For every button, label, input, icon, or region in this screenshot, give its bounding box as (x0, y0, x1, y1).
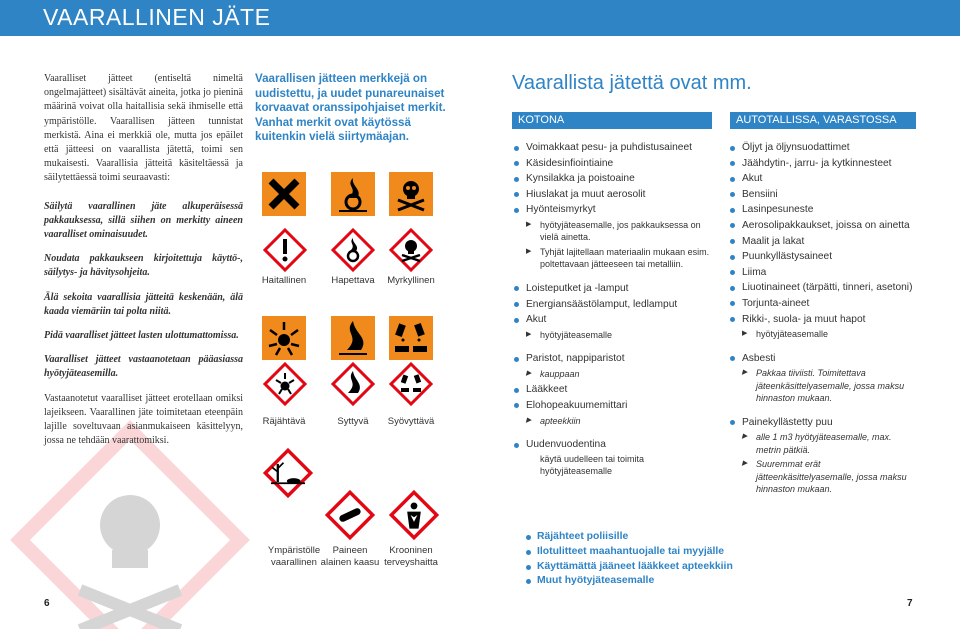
list-item: Voimakkaat pesu- ja puhdistusaineet (512, 140, 717, 156)
list-item: Liima (728, 265, 918, 281)
rule-5: Vaaralliset jätteet vastaanotetaan pääasiassa hyötyjäteasemilla. (44, 354, 243, 380)
rules-block (44, 200, 243, 382)
list-item: Puunkyllästysaineet (728, 249, 918, 265)
list-item: Ilotulitteet maahantuojalle tai myyjälle (525, 545, 733, 560)
page-number-right: 7 (907, 598, 913, 609)
home-list (512, 140, 717, 478)
list-item: ▶ Tyhjät lajitellaan materiaalin mukaan esim. poltettavaan jätteeseen tai metalliin. (512, 246, 717, 271)
list-item: ▶ kauppaan (512, 368, 717, 381)
list-item: ▶ hyötyjäteasemalle (728, 328, 918, 341)
list-item: Torjunta-aineet (728, 296, 918, 312)
explosive-orange-icon (262, 316, 306, 360)
page-title: VAARALLINEN JÄTE (43, 4, 271, 30)
list-item: Rikki-, suola- ja muut hapot (728, 312, 918, 328)
list-item: Käyttämättä jääneet lääkkeet apteekkiin (525, 560, 733, 575)
list-item: ▶ alle 1 m3 hyötyjäteasemalle, max. metrin pätkiä. (728, 431, 918, 456)
list-item: Akut (512, 312, 717, 328)
corrosion-diamond-icon (389, 362, 433, 406)
rule-3: Älä sekoita vaarallisia jätteitä keskenään, älä kaada viemäriin tai polta niitä. (44, 291, 243, 317)
label-chronic-hazard: Krooninen terveyshaitta (384, 545, 438, 568)
label-explosive: Räjähtävä (262, 416, 306, 427)
list-item: Käsidesinfiointiaine (512, 156, 717, 172)
label-toxic: Myrkyllinen (387, 275, 435, 286)
other-destinations-list (525, 530, 733, 589)
list-item: Lääkkeet (512, 382, 717, 398)
page-number-left: 6 (44, 598, 50, 609)
gas-cylinder-icon (325, 490, 375, 540)
rule-2: Noudata pakkaukseen kirjoitettuja käyttö-, säilytys- ja hävitysohjeita. (44, 253, 243, 279)
list-item: ▶ hyötyjäteasemalle (512, 329, 717, 342)
list-item: Muut hyötyjäteasemalle (525, 574, 733, 589)
garage-list (728, 140, 918, 498)
symbols-heading: Vaarallisen jätteen merkkejä on uudistettu, ja uudet punareunaiset korvaavat oranssipohjaiset merkit. Vanhat merkit ovat käytössä kuitenkin vielä siirtymäajan. (255, 72, 446, 143)
intro-column (44, 72, 243, 462)
list-item: Bensiini (728, 187, 918, 203)
explosive-diamond-icon (263, 362, 307, 406)
section-title: Vaarallista jätettä ovat mm. (512, 72, 752, 94)
header-banner (0, 0, 960, 36)
rule-1: Säilytä vaarallinen jäte alkuperäisessä pakkauksessa, sillä siihen on merkitty aineen vaaralliset ominaisuudet. (44, 200, 243, 241)
label-environment: Ympäristölle vaarallinen (267, 545, 321, 568)
skull-diamond-icon (389, 228, 433, 272)
list-item: ▶ Suuremmat erät jätteenkäsittelyasemalle, jossa maksu hinnaston mukaan. (728, 458, 918, 496)
flammable-orange-icon (331, 316, 375, 360)
list-item: Loisteputket ja -lamput (512, 281, 717, 297)
flame-diamond-icon (331, 362, 375, 406)
list-item: Aerosolipakkaukset, joissa on ainetta (728, 218, 918, 234)
corrosive-orange-icon (389, 316, 433, 360)
outro-paragraph: Vastaanotetut vaaralliset jätteet erotellaan omiksi lajeikseen. Vaarallinen jäte toimitetaan eteenpäin lajille soveltuvaan asianmukaiseen käsittelyyn, jossa ne tehdään vaarattomiksi. (44, 392, 243, 447)
label-oxidizing: Hapettava (331, 275, 375, 286)
list-item: Elohopeakuumemittari (512, 398, 717, 414)
toxic-skull-icon (389, 172, 433, 216)
label-corrosive: Syövyttävä (387, 416, 435, 427)
oxidizing-flame-icon (331, 172, 375, 216)
list-item: Maalit ja lakat (728, 234, 918, 250)
oxidizer-diamond-icon (331, 228, 375, 272)
list-item: Kynsilakka ja poistoaine (512, 171, 717, 187)
label-flammable: Syttyvä (337, 416, 369, 427)
label-harmful: Haitallinen (261, 275, 307, 286)
exclamation-diamond-icon (263, 228, 307, 272)
list-item: käytä uudelleen tai toimita hyötyjäteasemalle (540, 453, 645, 477)
list-item: Hiuslakat ja muut aerosolit (512, 187, 717, 203)
list-item: Paristot, nappiparistot (512, 351, 717, 367)
intro-paragraph: Vaaralliset jätteet (entiseltä nimeltä ongelmajätteet) sisältävät aineita, jotka jo pieninä määrinä voivat olla haitallisia sekä ihmiselle että ympäristölle. Vaarallisen jätteen tunnistat merkistä. Aina ei merkkiä ole, mutta jos epäilet että jätteesi on vaarallista jätettä, toimi sen mukaisesti. Vaarallisia jätteitä käsiteltäessä ja säilytettäessä toimi seuraavasti: (44, 73, 243, 184)
list-item: Energiansäästölamput, ledlamput (512, 297, 717, 313)
harmful-x-icon (262, 172, 306, 216)
list-item: Asbesti (728, 351, 918, 367)
list-item: Öljyt ja öljynsuodattimet (728, 140, 918, 156)
list-item: Lasinpesuneste (728, 202, 918, 218)
garage-header: AUTOTALLISSA, VARASTOSSA TMS. (730, 112, 916, 129)
list-item: Painekyllästetty puu (728, 415, 918, 431)
home-header: KOTONA (512, 112, 712, 129)
list-item: Uudenvuodentina (512, 437, 717, 453)
list-item: ▶ Pakkaa tiiviisti. Toimitettava jäteenkäsittelyasemalle, jossa maksu hinnaston mukaan. (728, 367, 918, 405)
health-hazard-icon (389, 490, 439, 540)
list-item: ▶ hyötyjäteasemalle, jos pakkauksessa on vielä ainetta. (512, 219, 717, 244)
list-item: Räjähteet poliisille (525, 530, 733, 545)
environment-hazard-icon (263, 448, 313, 498)
list-item: Hyönteismyrkyt (512, 202, 717, 218)
list-item: Jäähdytin-, jarru- ja kytkinnesteet (728, 156, 918, 172)
label-pressurized-gas: Paineen alainen kaasu (320, 545, 380, 568)
list-item: Akut (728, 171, 918, 187)
list-item: ▶ apteekkiin (512, 415, 717, 428)
list-item: Liuotinaineet (tärpätti, tinneri, asetoni) (728, 280, 918, 296)
rule-4: Pidä vaaralliset jätteet lasten ulottumattomissa. (44, 330, 239, 342)
